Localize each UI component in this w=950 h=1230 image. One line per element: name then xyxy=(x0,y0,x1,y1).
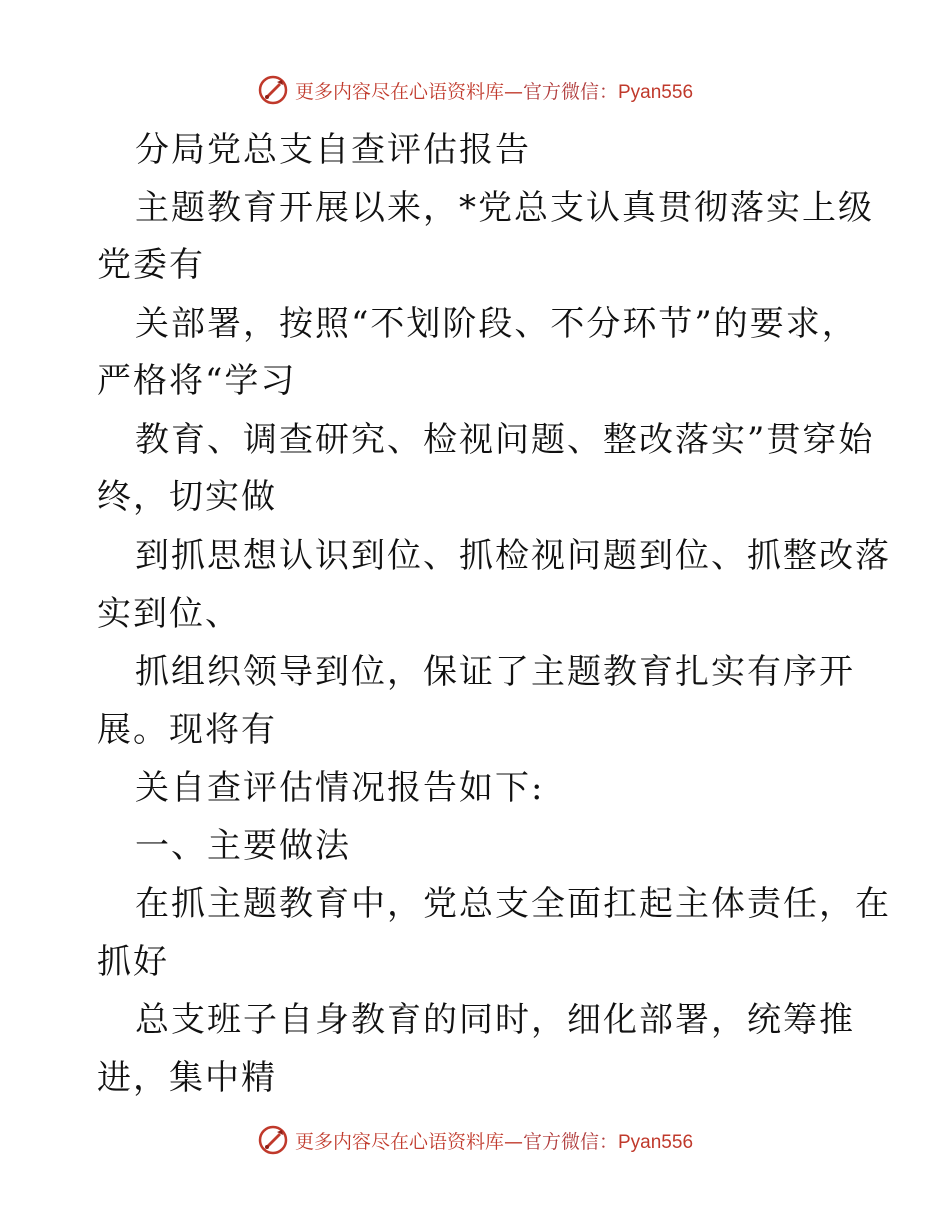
watermark-separator: — xyxy=(503,80,523,103)
paragraph-line: 严格将“学习 xyxy=(97,361,297,401)
paragraph-line: 主题教育开展以来，*党总支认真贯彻落实上级 xyxy=(135,188,874,228)
paragraph-line: 展。现将有 xyxy=(97,710,277,750)
paragraph-line: 关自查评估情况报告如下: xyxy=(135,768,545,808)
paragraph-line: 关部署，按照“不划阶段、不分环节”的要求， xyxy=(135,304,858,344)
paragraph-line: 终，切实做 xyxy=(97,477,277,517)
paragraph-line: 党委有 xyxy=(97,245,205,285)
paragraph-line: 到抓思想认识到位、抓检视问题到位、抓整改落 xyxy=(135,536,891,576)
watermark-brand: 更多内容尽在心语资料库 xyxy=(294,1130,504,1153)
watermark-brand: 更多内容尽在心语资料库 xyxy=(294,80,504,103)
footer-watermark xyxy=(0,1120,950,1160)
header-watermark xyxy=(0,70,950,110)
paragraph-line: 总支班子自身教育的同时，细化部署，统筹推 xyxy=(135,1000,855,1040)
watermark-wechat-label: 官方微信： xyxy=(522,1130,618,1153)
quill-pen-logo-icon xyxy=(257,1124,289,1156)
watermark-wechat-label: 官方微信： xyxy=(522,80,618,103)
paragraph-line: 教育、调查研究、检视问题、整改落实”贯穿始 xyxy=(135,420,875,460)
watermark-wechat-id: Pyan556 xyxy=(618,1131,694,1153)
paragraph-line: 抓组织领导到位，保证了主题教育扎实有序开 xyxy=(135,652,855,692)
paragraph-line: 抓好 xyxy=(97,942,169,982)
section-heading: 一、主要做法 xyxy=(135,826,351,866)
watermark-separator: — xyxy=(503,1130,523,1153)
document-title: 分局党总支自查评估报告 xyxy=(135,130,531,170)
paragraph-line: 在抓主题教育中，党总支全面扛起主体责任，在 xyxy=(135,884,891,924)
watermark-wechat-id: Pyan556 xyxy=(618,81,694,103)
paragraph-line: 实到位、 xyxy=(97,594,241,634)
paragraph-line: 进，集中精 xyxy=(97,1058,277,1098)
quill-pen-logo-icon xyxy=(257,74,289,106)
